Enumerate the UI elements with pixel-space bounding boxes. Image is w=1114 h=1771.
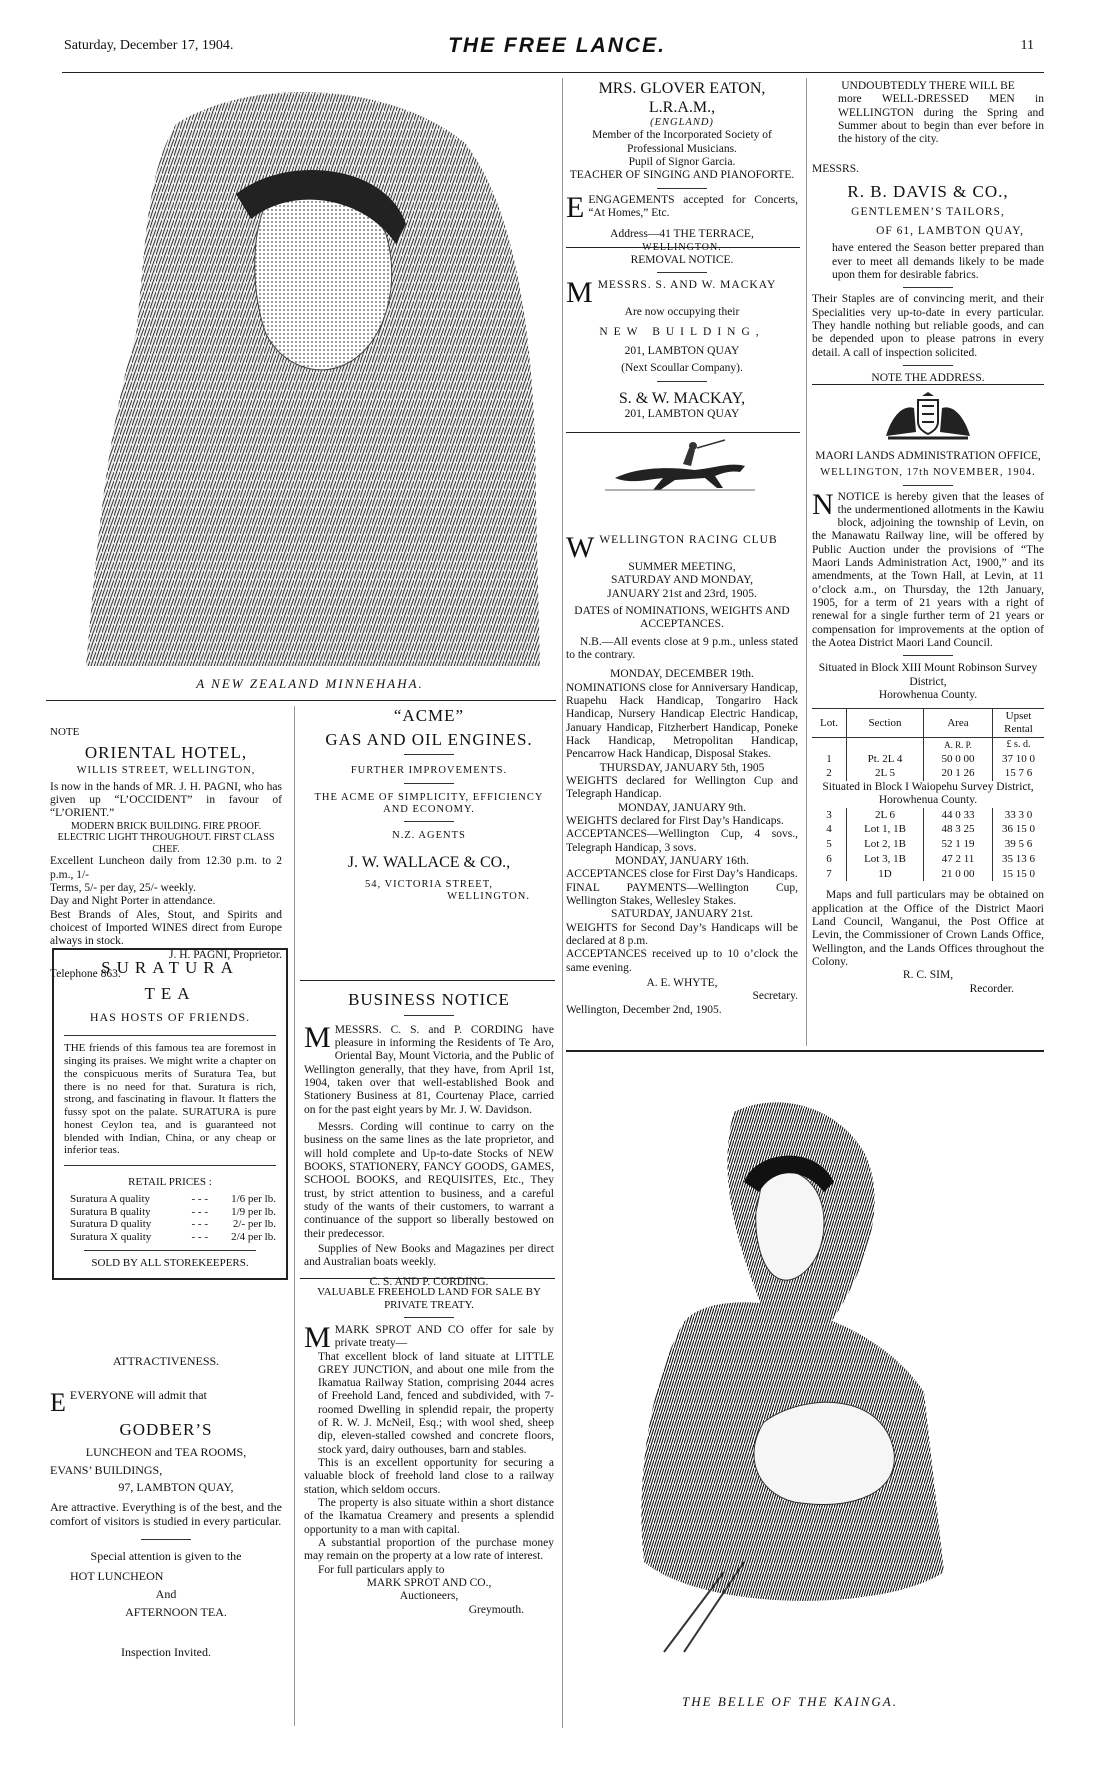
ad-company: R. B. DAVIS & CO., xyxy=(847,181,1009,201)
ad-text: MONDAY, DECEMBER 19th. xyxy=(610,668,754,681)
units-rent: £ s. d. xyxy=(1006,738,1031,750)
cell-area: 48 3 25 xyxy=(924,822,993,837)
ad-text: AFTERNOON TEA. xyxy=(125,1604,227,1619)
table-row xyxy=(812,852,1044,867)
cell-section: 1D xyxy=(847,867,924,882)
ad-subtitle: HAS HOSTS OF FRIENDS. xyxy=(89,1010,251,1025)
ad-text: MONDAY, JANUARY 16th. xyxy=(615,854,749,867)
ad-text: WEIGHTS declared for Wellington Cup and Telegraph Handicap. xyxy=(566,774,798,801)
price-value: 1/6 per lb. xyxy=(231,1192,276,1205)
ad-text: MESSRS. xyxy=(812,162,859,175)
ad-text: Auctioneers, xyxy=(399,1590,459,1603)
ad-land-sale xyxy=(304,1286,554,1617)
ad-text: have entered the Season better prepared than ever to meet all demands likely to be made upon them for desirable fabrics. xyxy=(832,242,1044,281)
ad-address: 201, LAMBTON QUAY xyxy=(624,408,740,421)
ad-text: MMESSRS. C. S. and P. CORDING have pleasure in informing the Residents of Te Aro, Oriental Bay, Mount Victoria, and the Public of Wellington generally, that they have, from April 1st, 1904, taken over that well-established Book and Stationery Business at 81, Courtenay Place, carried on for the past eight years by Mr. J. W. Davidson. xyxy=(304,1020,554,1116)
ad-text: 97, LAMBTON QUAY, xyxy=(118,1480,234,1495)
coat-of-arms-icon xyxy=(878,392,978,440)
col-header-area: Area xyxy=(924,709,993,738)
ad-text: MONDAY, JANUARY 9th. xyxy=(617,801,747,814)
table-row xyxy=(812,837,1044,852)
header-rule xyxy=(62,72,1044,73)
portrait-photo-belle xyxy=(624,1092,954,1672)
ad-title: REMOVAL NOTICE. xyxy=(630,254,734,266)
photo-caption: A NEW ZEALAND MINNEHAHA. xyxy=(196,676,424,691)
cell-section: Lot 2, 1B xyxy=(847,837,924,852)
ad-text: Greymouth. xyxy=(468,1603,524,1616)
ad-text: MMESSRS. S. AND W. MACKAY xyxy=(566,276,777,310)
divider xyxy=(46,700,556,701)
ad-text: Horowhenua County. xyxy=(878,689,978,702)
cell-lot: 5 xyxy=(812,837,847,852)
ad-intro: EEVERYONE will admit that xyxy=(50,1387,207,1417)
ad-text: THURSDAY, JANUARY 5th, 1905 xyxy=(599,761,765,774)
price-value: 2/- per lb. xyxy=(232,1218,276,1231)
units-area: A. R. P. xyxy=(924,737,993,751)
divider xyxy=(566,247,800,248)
ad-text: THE ACME OF SIMPLICITY, EFFICIENCY AND ECONOMY. xyxy=(314,791,544,815)
ad-text: Is now in the hands of MR. J. H. PAGNI, who has given up “L’OCCIDENT” in favour of “L’ORIENT.” xyxy=(50,780,282,820)
ad-text: A substantial proportion of the purchase money may remain on the property at a low rate of interest. xyxy=(304,1537,554,1563)
ad-signature: MARK SPROT AND CO., xyxy=(366,1577,492,1590)
ad-title: VALUABLE FREEHOLD LAND FOR SALE BY PRIVATE TREATY. xyxy=(317,1286,541,1311)
ad-text: EVANS’ BUILDINGS, xyxy=(50,1462,163,1477)
ad-title: “ACME” xyxy=(393,706,465,725)
ad-title: MAORI LANDS ADMINISTRATION OFFICE, xyxy=(815,450,1041,462)
ad-text: SATURDAY, JANUARY 21st. xyxy=(610,908,754,921)
price-list xyxy=(70,1193,276,1244)
ad-text: And xyxy=(155,1586,177,1601)
ad-text: Horowhenua County. xyxy=(878,794,978,807)
ad-name: GODBER’S xyxy=(119,1419,213,1439)
ad-signature: J. H. PAGNI, Proprietor. xyxy=(169,948,282,961)
ad-signature: C. S. AND P. CORDING. xyxy=(369,1275,489,1288)
prices-title: RETAIL PRICES : xyxy=(128,1176,212,1189)
cell-area: 21 0 00 xyxy=(924,867,993,882)
column-divider xyxy=(806,78,807,1046)
ad-text: ACCEPTANCES received up to 10 o’clock the same evening. xyxy=(566,948,798,974)
ad-text: Are attractive. Everything is of the best, and the comfort of visitors is studied in every particular. xyxy=(50,1500,282,1529)
portrait-photo-minnehaha xyxy=(66,84,540,666)
cell-area: 44 0 33 xyxy=(924,808,993,823)
col-header-lot: Lot. xyxy=(812,709,847,738)
ad-address: WELLINGTON. xyxy=(642,241,722,253)
table-row xyxy=(812,766,1044,781)
ad-footer: Inspection Invited. xyxy=(121,1644,211,1659)
ad-footer: SOLD BY ALL STOREKEEPERS. xyxy=(91,1256,249,1269)
ad-text: Terms, 5/- per day, 25/- weekly. xyxy=(50,882,196,895)
ad-text: N.B.—All events close at 9 p.m., unless stated to the contrary. xyxy=(566,635,798,661)
ad-oriental-hotel xyxy=(50,726,282,981)
table-row xyxy=(812,822,1044,837)
cell-lot: 1 xyxy=(812,752,847,767)
cell-section: Lot 3, 1B xyxy=(847,852,924,867)
ad-text: WEIGHTS declared for First Day’s Handicaps. xyxy=(566,814,784,827)
ad-text: ACCEPTANCES—Wellington Cup, 4 sovs., Telegraph Handicap, 3 sovs. xyxy=(566,828,798,854)
ad-text: NNOTICE is hereby given that the leases of the undermentioned allotments in the Kawiu block, adjoining the township of Levin, on the Manawatu Railway line, will be offered by Public Auction under the provisions of “The Maori Lands Administration Act, 1900,” and its amendments, at the Town Hall, at Levin, at 11 o’clock a.m., on Thursday, the 12th January, 1905, for a term of 21 years with a right of renewal for a single further term of 21 years or compensation for improvements at the option of the Aotea District Maori Land Council. xyxy=(812,487,1044,650)
col-header-rental: Upset Rental xyxy=(1004,710,1033,736)
ad-text: WELLINGTON, 17th NOVEMBER, 1904. xyxy=(820,467,1036,479)
ad-text: Wellington, December 2nd, 1905. xyxy=(566,1003,722,1016)
ad-company: S. & W. MACKAY, xyxy=(618,389,746,407)
ad-title: ORIENTAL HOTEL, xyxy=(84,742,248,762)
table-row xyxy=(812,752,1044,767)
cell-rent: 15 7 6 xyxy=(1004,767,1033,780)
ad-text: Situated in Block XIII Mount Robinson Survey District, xyxy=(818,662,1038,688)
price-name: Suratura X quality xyxy=(70,1231,152,1244)
ad-davis-tailors xyxy=(812,80,1044,385)
divider xyxy=(812,384,1044,385)
ad-text: For full particulars apply to xyxy=(318,1563,445,1576)
ad-address: OF 61, LAMBTON QUAY, xyxy=(876,225,1024,238)
ad-text: Best Brands of Ales, Stout, and Spirits and choicest of Imported WINES direct from Europe always in stock. xyxy=(50,908,282,948)
ad-text: THE friends of this famous tea are foremost in singing its praises. We might write a chapter on the conspicuous merits of Suratura Tea, but there is no need for that. Suratura is rich, strong, and fascinating in flavour. It flatters the fussy spot on the palate. SURATURA is pure honest Ceylon tea, and is guaranteed not blended with Indian, China, or any cheap or inferior teas. xyxy=(64,1042,276,1157)
lots-table xyxy=(812,808,1044,882)
ad-suratura-tea xyxy=(52,948,288,1280)
divider xyxy=(300,980,555,981)
page-date: Saturday, December 17, 1904. xyxy=(64,38,234,53)
ad-address: WELLINGTON. xyxy=(447,890,530,902)
table-row xyxy=(812,808,1044,823)
ad-godbers xyxy=(50,1355,282,1660)
ad-text: Are now occupying their xyxy=(624,306,740,319)
ad-text: 201, LAMBTON QUAY xyxy=(624,344,740,357)
ad-text: N.Z. AGENTS xyxy=(392,829,466,841)
divider xyxy=(566,1050,1044,1052)
cell-area: 20 1 26 xyxy=(924,766,993,781)
ad-business-notice xyxy=(304,990,554,1289)
ad-title: UNDOUBTEDLY THERE WILL BE xyxy=(841,80,1015,92)
cell-area: 47 2 11 xyxy=(924,852,993,867)
ad-text: NEW BUILDING, xyxy=(599,325,765,338)
horse-racing-icon xyxy=(605,438,755,494)
photo-caption: THE BELLE OF THE KAINGA. xyxy=(682,1694,898,1709)
ad-text: LUNCHEON and TEA ROOMS, xyxy=(85,1444,247,1459)
cell-area: 52 1 19 xyxy=(924,837,993,852)
divider xyxy=(300,1278,555,1279)
ad-text: Member of the Incorporated Society of Professional Musicians. xyxy=(592,129,772,155)
ad-text: MMARK SPROT AND CO offer for sale by private treaty— xyxy=(304,1320,554,1354)
ad-text: FINAL PAYMENTS—Wellington Cup, Wellington Stakes, Wellesley Stakes. xyxy=(566,881,798,907)
column-divider xyxy=(562,78,563,1728)
price-name: Suratura D quality xyxy=(70,1218,152,1231)
ad-text: FURTHER IMPROVEMENTS. xyxy=(350,765,508,777)
divider xyxy=(566,432,800,433)
ad-signature: A. E. WHYTE, xyxy=(646,976,718,989)
col-header-section: Section xyxy=(847,709,924,738)
ad-text: Day and Night Porter in attendance. xyxy=(50,895,216,908)
ad-text: (ENGLAND) xyxy=(650,117,714,129)
ad-text: Excellent Luncheon daily from 12.30 p.m. to 2 p.m., 1/- xyxy=(50,855,282,881)
ad-address: WILLIS STREET, WELLINGTON, xyxy=(76,765,256,777)
ad-text: (Next Scoullar Company). xyxy=(621,362,743,375)
masthead-title: THE FREE LANCE. xyxy=(448,34,666,57)
ad-text: Messrs. Cording will continue to carry on the business on the same lines as the late proprietor, and will hold complete and Up-to-date Stocks of NEW BOOKS, STATIONERY, FANCY GOODS, GAMES, SCHOOL BOOKS, and REQUISITES, Etc., They trust, by strict attention to business, and a careful study of the wants of their customers, to warrant a continuance of the support so liberally bestowed on their predecessor. xyxy=(304,1121,554,1240)
cell-rent: 36 15 0 xyxy=(1002,823,1035,836)
cell-section: 2L 5 xyxy=(847,766,924,781)
ad-text: Pupil of Signor Garcia. xyxy=(628,155,736,168)
ad-title: ATTRACTIVENESS. xyxy=(112,1354,220,1368)
ad-text: NOTE THE ADDRESS. xyxy=(871,371,985,384)
ad-telephone: Telephone 863. xyxy=(50,968,121,981)
ad-text: Secretary. xyxy=(752,990,798,1003)
cell-section: Pt. 2L 4 xyxy=(847,752,924,767)
cell-lot: 2 xyxy=(812,766,847,781)
ad-title: MRS. GLOVER EATON, L.R.A.M., xyxy=(598,80,766,116)
ad-text: Special attention is given to the xyxy=(90,1549,242,1564)
ad-text: DATES of NOMINATIONS, WEIGHTS AND ACCEPTANCES. xyxy=(574,604,790,631)
ad-text: Maps and full particulars may be obtained on application at the Office of the District Maori Land Council, Wanganui, the Post Office at Levin, the Commissioner of Crown Lands Office, Wellington, and the Lands Offices throughout the Colony. xyxy=(812,889,1044,969)
cell-section: Lot 1, 1B xyxy=(847,822,924,837)
ad-racing-club xyxy=(566,531,798,1017)
ad-text: JANUARY 21st and 23rd, 1905. xyxy=(607,587,757,600)
cell-rent: 15 15 0 xyxy=(1002,867,1035,880)
cell-lot: 7 xyxy=(812,867,847,882)
ad-title: WWELLINGTON RACING CLUB xyxy=(566,531,778,564)
ad-company: J. W. WALLACE & CO., xyxy=(347,854,511,872)
price-row: Suratura X quality - - - 2/4 per lb. xyxy=(70,1231,276,1244)
ad-text: Their Staples are of convincing merit, and their Specialities very up-to-date in every particular. They handle nothing but reliable goods, and can be depended upon to please patrons in every detail. A call of inspection solicited. xyxy=(812,293,1044,359)
ad-signature: R. C. SIM, xyxy=(902,969,954,982)
page-number: 11 xyxy=(1020,38,1034,53)
cell-rent: 35 13 6 xyxy=(1002,852,1035,865)
ad-title: BUSINESS NOTICE xyxy=(348,990,510,1009)
price-name: Suratura B quality xyxy=(70,1205,151,1218)
ad-text: ACCEPTANCES close for First Day’s Handicaps. xyxy=(566,868,798,881)
note-label: NOTE xyxy=(50,726,80,738)
ad-text: MODERN BRICK BUILDING. FIRE PROOF. ELECTRIC LIGHT THROUGHOUT. FIRST CLASS CHEF. xyxy=(57,820,275,855)
ad-text: Supplies of New Books and Magazines per direct and Australian boats weekly. xyxy=(304,1242,554,1269)
cell-rent: 37 10 0 xyxy=(1002,752,1035,765)
ad-text: HOT LUNCHEON xyxy=(70,1569,164,1584)
ad-text: SATURDAY AND MONDAY, xyxy=(611,574,753,587)
ad-text: GENTLEMEN’S TAILORS, xyxy=(851,205,1005,218)
ad-text: Situated in Block I Waiopehu Survey District, xyxy=(822,781,1034,794)
ad-text: SUMMER MEETING, xyxy=(628,561,736,573)
price-value: 2/4 per lb. xyxy=(231,1231,276,1244)
cell-rent: 39 5 6 xyxy=(1004,838,1033,851)
price-value: 1/9 per lb. xyxy=(231,1205,276,1218)
ad-text: NOMINATIONS close for Anniversary Handicap, Ruapehu Hack Handicap, Tongariro Hack Handicap, Nursery Handicap Electric Handicap, January Handicap, Fitzherbert Handicap, Poneke Hack Handicap, Metropolitan Handicap, Pencarrow Hack Handicap, Disposal Stakes. xyxy=(566,681,798,761)
cell-area: 50 0 00 xyxy=(924,752,993,767)
price-row: Suratura D quality - - - 2/- per lb. xyxy=(70,1218,276,1231)
price-row: Suratura A quality - - - 1/6 per lb. xyxy=(70,1192,276,1205)
ad-text: more WELL-DRESSED MEN in WELLINGTON during the Spring and Summer about to begin than ever before in the history of the city. xyxy=(838,93,1044,146)
ad-address: 54, VICTORIA STREET, xyxy=(365,878,493,890)
ad-mackay-removal xyxy=(566,254,798,422)
ad-text: WEIGHTS for Second Day’s Handicaps will be declared at 8 p.m. xyxy=(566,921,798,947)
ad-text: This is an excellent opportunity for securing a valuable block of freehold land close to a railway station, which seldom occurs. xyxy=(304,1457,554,1496)
ad-text: TEACHER OF SINGING AND PIANOFORTE. xyxy=(569,169,795,182)
cell-lot: 6 xyxy=(812,852,847,867)
ad-text: The property is also situate within a short distance of the Ikamatua Creamery and presents a splendid opportunity to a man with capital. xyxy=(304,1497,554,1536)
cell-section: 2L 6 xyxy=(847,808,924,823)
ad-glover-eaton xyxy=(566,80,798,253)
table-row xyxy=(812,867,1044,882)
price-name: Suratura A quality xyxy=(70,1192,151,1205)
ad-title: SURATURA xyxy=(101,958,239,977)
price-row: Suratura B quality - - - 1/9 per lb. xyxy=(70,1205,276,1218)
ad-maori-lands xyxy=(812,450,1044,996)
cell-rent: 33 3 0 xyxy=(1004,808,1033,821)
ad-subtitle: GAS AND OIL ENGINES. xyxy=(325,729,533,749)
ad-address: Address—41 THE TERRACE, xyxy=(610,228,754,241)
cell-lot: 4 xyxy=(812,822,847,837)
cell-lot: 3 xyxy=(812,808,847,823)
ad-text: Recorder. xyxy=(969,982,1014,995)
lots-table xyxy=(812,708,1044,781)
ad-text: EENGAGEMENTS accepted for Concerts, “At Homes,” Etc. xyxy=(566,190,798,224)
column-divider xyxy=(294,706,295,1726)
ad-title: TEA xyxy=(144,983,196,1003)
ad-acme-engines xyxy=(304,706,554,903)
ad-text: That excellent block of land situate at LITTLE GREY JUNCTION, and about one mile from the Ikamatua Railway Station, comprising 2044 acres of Freehold Land, fenced and subdivided, with 7-roomed Dwelling in splendid repair, the property of R. W. J. McNeil, Esq.; with wool shed, sheep dip, eleven-stalled cowshed and concrete floors, stock yard, dairy outhouses, barn and stables. xyxy=(318,1350,554,1456)
